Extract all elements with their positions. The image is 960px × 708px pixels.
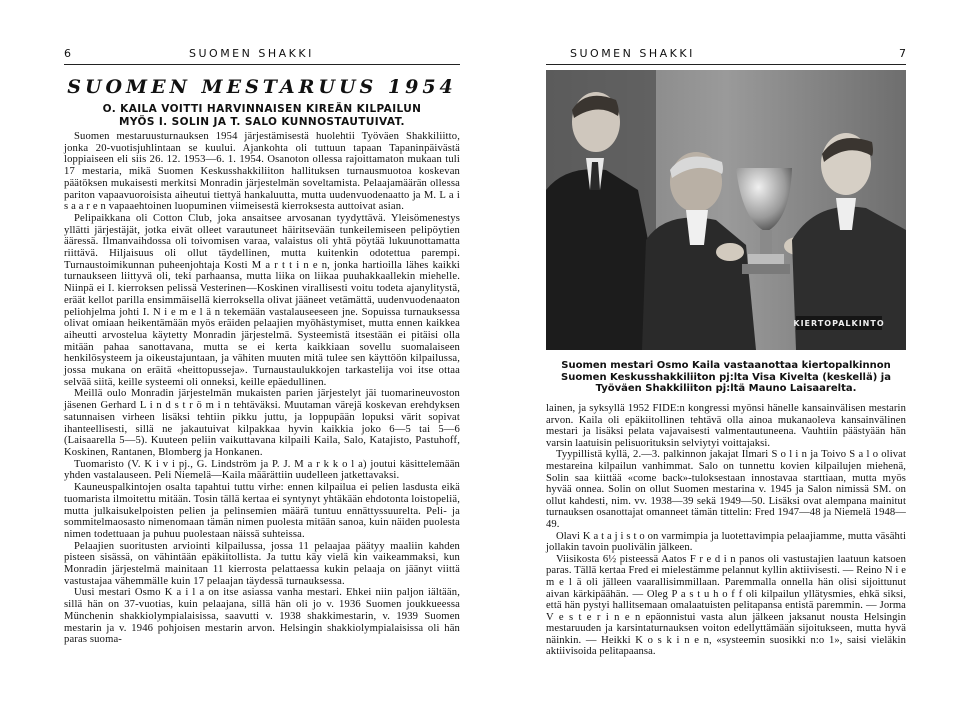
- paragraph: Tuomaristo (V. K i v i pj., G. Lindström ja P. J. M a r k k o l a) joutui käsittelemään yhden vastalauseen. Peli Niemelä—Kaila määrättiin uudelleen jatkettavaksi.: [64, 458, 460, 482]
- left-running-title: SUOMEN SHAKKI: [189, 47, 314, 60]
- photo-illustration: [546, 70, 906, 350]
- right-page-number: 7: [899, 47, 906, 60]
- paragraph: Kauneuspalkintojen osalta tapahtui tuttu virhe: ennen kilpailua ei pelien lasdusta eikä tuomarista ilmoitettu mitään. Tosin tällä kertaa ei syntynyt yhtäkään ehdotonta loistopeliä, mutta julkaisukelpoisten pelien ja pelinsemien määrä tuntuu ennättyssuurelta. Peli- ja sommitelmaosasto nimenomaan tämän nimen puolesta mitään sanoa, kuin näiden puolesta nimen todettuaan ja puhuu puolestaan näissä suhteissa.: [64, 482, 460, 540]
- photo-caption: Suomen mestari Osmo Kaila vastaanottaa kiertopalkinnon Suomen Keskusshakkiliiton pj:lta Visa Kivelta (keskellä) ja Työväen Shakkiliiton pj:ltä Mauno Laisaarelta.: [561, 360, 891, 395]
- paragraph: Tyypillistä kyllä, 2.—3. palkinnon jakajat Ilmari S o l i n ja Toivo S a l o olivat mestareina kilpailun vanhimmat. Salo on tunnettu kovien kilpailujen miehenä, Solin saa kiittää «come back»-tuloksestaan innostavaa starttiaan, mutta myös hyvää onnea. Solin on ollut Suomen mestarina v. 1945 ja Salon nimissä SM. on ollut kahdesti, nim. vv. 1938—39 sekä 1949—50. Lisäksi ovat alempana mainitut turnauksen osanottajat omanneet tämän tittelin: Fred 1947—48 ja Niemelä 1948—49.: [546, 449, 906, 530]
- right-page: [484, 0, 960, 708]
- left-page: [0, 0, 472, 708]
- paragraph: Pelaajien suoritusten arviointi kilpailussa, jossa 11 pelaajaa päätyy maaliin kahden pisteen sisässä, on vähintään epäkiitollista. Ja tuttu käy vielä kin vaikeammaksi, kun Monradin järjestelmä mainitaan 11 kierrosta pelattaessa kukin pelaaja on jäänyt viittä vastustajaa vähemmälle kuin 17 pelaajan täydessä turnauksessa.: [64, 540, 460, 587]
- article-title: SUOMEN MESTARUUS 1954: [67, 76, 457, 98]
- left-article-body: [64, 131, 460, 646]
- trophy-presentation-photo: [546, 70, 906, 350]
- paragraph: Suomen mestaruusturnauksen 1954 järjestämisestä huolehtii Työväen Shakkiliitto, jonka 20-vuotisjuhlintaan se kuului. Ajankohta oli tuttuun tapaan Tapaninpäivästä loppiaiseen eli siis 26. 12. 1953—6. 1. 1954. Osanoton ollessa rajoittamaton mukaan tuli 17 mestaria, mikä Suomen Keskusshakkiliiton hallituksen turnausmuotoa koskevan päätöksen mukaisesti merkitsi Monradin järjestelmän soveltamista. Pelaajamäärän ollessa pariton vapaavuoroisista aiheutui tiettyä hankaluutta, mutta uudenvuodenaatto ja M. L a i s a a r e n vapaaehtoinen luopuminen viimeisestä kierroksesta auttoivat asian.: [64, 131, 460, 213]
- paragraph: Pelipaikkana oli Cotton Club, joka ansaitsee arvosanan tyydyttävä. Yleisömenestys yllätti järjestäjät, jotka eivät olleet varautuneet häiritsevään tunkeilemiseen pelipöytien ääressä. Ilmanvaihdossa oli toivomisen varaa, valaistus oli yhtä pöytää lukuunottamatta riittävä. Hiljaisuus oli ollut täydellinen, mutta kuitenkin odotettua parempi. Turnaustoimikunnan puheenjohtaja Kosti M a r t t i n e n, jonka hartioilla lähes kaikki turnaukseen liittyvä oli, teki parhaansa, mutta liika on liikaa puuhakkaallekin miehelle. Niinpä ei I. kierroksen pelissä Vesterinen—Koskinen virallisesti voitu todeta ajanylitystä, eräät kellot parilla ensimmäisellä kierroksella olivat jääneet vetämättä, uudenvuodenaaton peliohjelma johti I. N i e m e l ä n tekemään vastalauseeseen jne. Sopuissa turnauksessa olivat omiaan heikentämään myös eräiden pelaajien myöhästymiset, mutta ennen kaikkea aiheutti arvostelua käytetty Monradin järjestelmä. Systeemistä itsestään ei pitäisi olla mitään pahaa sanottavana, mutta se ei kerta kaikkiaan sovellu suomalaiseen henkilösysteem ja oikeustajuntaan, ja vähiten muuten mitä tulee sen käyttöön kilpailussa, jossa mukana on eräitä «heittopusseja». Turnaustaulukkojen tarkastelija voi itse ottaa selvää siitä, keille systeemi oli onneksi, keille epäedullinen.: [64, 212, 460, 388]
- paragraph: Viisikosta 6½ pisteessä Aatos F r e d i n panos oli vastustajien laatuun katsoen paras. Tällä kertaa Fred ei mielestämme pelannut kyllin aktiivisesti. — Reino N i e m e l ä oli jälleen vaarallisimmillaan. Paremmalla onnella hän olisi sijoittunut aivan kärkipäähän. — Oleg P a s t u h o f f oli kilpailun yllätysmies, ehkä siksi, että hän pystyi hallitsemaan omalaatuisten pelitapansa entistä paremmin. — Jorma V e s t e r i n e n epäonnistui vasta alun jälkeen jaksanut nousta Helsingin mestaruuden ja karsintaturnauksen voiton edellyttämään sijoitukseen, mutta hyvä näinkin. — Heikki K o s k i n e n, «systeemin suosikki n:o 1», saisi vieläkin aktiivisoida pelitapaansa.: [546, 553, 906, 658]
- right-running-header: [546, 44, 906, 65]
- left-page-number: 6: [64, 47, 71, 60]
- paragraph: Olavi K a t a j i s t o on varmimpia ja luotettavimpia pelaajiamme, mutta väsähti jollakin tavoin puolivälin jälkeen.: [546, 530, 906, 554]
- paragraph: lainen, ja syksyllä 1952 FIDE:n kongressi myönsi hänelle kansainvälisen mestarin arvon. Kaila oli epäkiitollinen tehtävä olla ainoa mukanaoleva kansainvälinen mestari ja lisäksi pelata vajavaisesti valmentautuneena. Vauhtiin päästyään hän varsin laatuisin pelisuorituksin selviytyi voittajaksi.: [546, 403, 906, 449]
- photo-banner-text: KIERTOPALKINTO: [793, 319, 885, 328]
- subtitle-line-1: O. KAILA VOITTI HARVINNAISEN KIREÄN KILPAILUN: [102, 103, 422, 115]
- paragraph: Uusi mestari Osmo K a i l a on itse asiassa vanha mestari. Ehkei niin paljon iältään, sillä hän on 37-vuotias, kuin pelaajana, sillä hän oli jo v. 1936 Suomen joukkueessa Münchenin shakkiolympialaisissa, saavutti v. 1938 shakkimestarin, v. 1939 Suomen mestarin ja v. 1946 pohjoisen mestarin arvon. Helsingin shakkiolympialaisissa oli hän paras suoma-: [64, 587, 460, 646]
- right-article-body: [546, 403, 906, 658]
- paragraph: Meillä oulo Monradin järjestelmän mukaisten parien järjestelyt jäi tuomarineuvoston jäsenen Gerhard L i n d s t r ö m i n tehtäväksi. Muutaman värejä koskevan erehdyksen satunnaisen virheen lisäksi tehtiin pikku juttu, ja loppupään lopuksi värit sopivat ihanteellisesti, sillä ne jakautuivat kilpakkaa hyvin kaikkia joko 6—5 tai 5—6 (Laisaarella 5—5). Kuuteen peliin vaikuttavana kilpaili Kaila, Salo, Katajisto, Pastuhoff, Koskinen, Rantanen, Blomberg ja Honkanen.: [64, 388, 460, 458]
- right-running-title: SUOMEN SHAKKI: [570, 47, 695, 60]
- subtitle-line-2: MYÖS I. SOLIN JA T. SALO KUNNOSTAUTUIVAT.: [119, 116, 405, 128]
- left-running-header: [64, 44, 460, 65]
